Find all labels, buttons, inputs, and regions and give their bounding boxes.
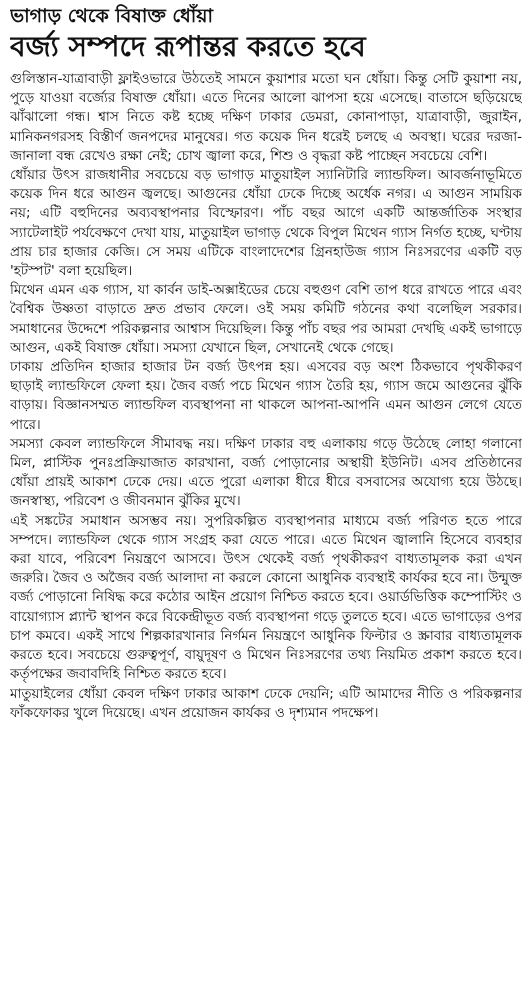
article-paragraph-3: মিথেন এমন এক গ্যাস, যা কার্বন ডাই-অক্সাইডের চেয়ে বহুগুণ বেশি তাপ ধরে রাখতে পারে এবং বৈশ্বিক উষ্ণতা বাড়াতে দ্রুত প্রভাব ফেলে। ওই সময় কমিটি গঠনের কথা বলেছিল সরকার। সমাধানের উদ্দেশে পরিকল্পনার আশ্বাস দিয়েছিল। কিন্তু পাঁচ বছর পর আমরা দেখছি একই ভাগাড়ে আগুন, একই বিষাক্ত ধোঁয়া। সমস্যা যেখানে ছিল, সেখানেই থেকে গেছে। bbox=[10, 282, 522, 356]
editorial-article bbox=[10, 0, 522, 997]
article-kicker: ভাগাড় থেকে বিষাক্ত ধোঁয়া bbox=[10, 5, 213, 27]
article-paragraph-1: গুলিস্তান-যাত্রাবাড়ী ফ্লাইওভারে উঠতেই সামনে কুয়াশার মতো ঘন ধোঁয়া। কিন্তু সেটি কুয়াশা নয়, পুড়ে যাওয়া বর্জ্যের বিষাক্ত ধোঁয়া। এতে দিনের আলো ঝাপসা হয়ে এসেছে। বাতাসে ছড়িয়েছে ঝাঁঝালো গন্ধ। শ্বাস নিতে কষ্ট হচ্ছে দক্ষিণ ঢাকার ডেমরা, কোনাপাড়া, যাত্রাবাড়ী, জুরাইন, মানিকনগরসহ বিস্তীর্ণ জনপদের মানুষের। গত কয়েক দিন ধরেই চলছে এ অবস্থা। ঘরের দরজা-জানালা বন্ধ রেখেও রক্ষা নেই; চোখ জ্বালা করে, শিশু ও বৃদ্ধরা কষ্ট পাচ্ছেন সবচেয়ে বেশি। bbox=[10, 71, 522, 164]
article-paragraph-5: সমস্যা কেবল ল্যান্ডফিলে সীমাবদ্ধ নয়। দক্ষিণ ঢাকার বহু এলাকায় গড়ে উঠেছে লোহা গলানো মিল, প্লাস্টিক পুনঃপ্রক্রিয়াজাত কারখানা, বর্জ্য পোড়ানোর অস্থায়ী ইউনিট। এসব প্রতিষ্ঠানের ধোঁয়া প্রায়ই আকাশ ঢেকে দেয়। এতে পুরো এলাকা ধীরে ধীরে বসবাসের অযোগ্য হয়ে উঠছে। জনস্বাস্থ্য, পরিবেশ ও জীবনমান ঝুঁকির মুখে। bbox=[10, 435, 522, 510]
article-headline: বর্জ্য সম্পদে রূপান্তর করতে হবে bbox=[10, 30, 366, 63]
article-paragraph-4: ঢাকায় প্রতিদিন হাজার হাজার টন বর্জ্য উৎপন্ন হয়। এসবের বড় অংশ ঠিকভাবে পৃথকীকরণ ছাড়াই ল্যান্ডফিলে ফেলা হয়। জৈব বর্জ্য পচে মিথেন গ্যাস তৈরি হয়, গ্যাস জমে আগুনের ঝুঁকি বাড়ায়। বিজ্ঞানসম্মত ল্যান্ডফিল ব্যবস্থাপনা না থাকলে আপনা-আপনি এমন আগুন লেগে যেতে পারে। bbox=[10, 359, 522, 433]
article-paragraph-6: এই সঙ্কটের সমাধান অসম্ভব নয়। সুপরিকল্পিত ব্যবস্থাপনার মাধ্যমে বর্জ্য পরিণত হতে পারে সম্পদে। ল্যান্ডফিল থেকে গ্যাস সংগ্রহ করা যেতে পারে। এতে মিথেন জ্বালানি হিসেবে ব্যবহার করা যাবে, পরিবেশ নিয়ন্ত্রণে আসবে। উৎস থেকেই বর্জ্য পৃথকীকরণ বাধ্যতামূলক করা এখন জরুরি। জৈব ও অজৈব বর্জ্য আলাদা না করলে কোনো আধুনিক ব্যবস্থাই কার্যকর হবে না। উন্মুক্ত বর্জ্য পোড়ানো নিষিদ্ধ করে কঠোর আইন প্রয়োগ নিশ্চিত করতে হবে। ওয়ার্ডভিত্তিক কম্পোস্টিং ও বায়োগ্যাস প্ল্যান্ট স্থাপন করে বিকেন্দ্রীভূত বর্জ্য ব্যবস্থাপনা গড়ে তুলতে হবে। এতে ভাগাড়ের ওপর চাপ কমবে। একই সাথে শিল্পকারখানার নির্গমন নিয়ন্ত্রণে আধুনিক ফিল্টার ও স্ক্রাবার বাধ্যতামূলক করতে হবে। সবচেয়ে গুরুত্বপূর্ণ, বায়ুদূষণ ও মিথেন নিঃসরণের তথ্য নিয়মিত প্রকাশ করতে হবে। কর্তৃপক্ষের জবাবদিহি নিশ্চিত করতে হবে। bbox=[10, 512, 522, 683]
article-paragraph-2: ধোঁয়ার উৎস রাজধানীর সবচেয়ে বড় ভাগাড় মাতুয়াইল স্যানিটারি ল্যান্ডফিল। আবর্জনাভূমিতে কয়েক দিন ধরে আগুন জ্বলছে। আগুনের ধোঁয়া ঢেকে দিচ্ছে অর্ধেক নগর। এ আগুন সাময়িক নয়; এটি বহুদিনের অব্যবস্থাপনার বিস্ফোরণ। পাঁচ বছর আগে একটি আন্তর্জাতিক সংস্থার স্যাটেলাইট পর্যবেক্ষণে দেখা যায়, মাতুয়াইল ভাগাড় থেকে বিপুল মিথেন গ্যাস নির্গত হচ্ছে, ঘণ্টায় প্রায় চার হাজার কেজি। সে সময় এটিকে বাংলাদেশের গ্রিনহাউজ গ্যাস নিঃসরণের একটি বড় 'হটস্পট' বলা হয়েছিল। bbox=[10, 167, 522, 280]
article-paragraph-7: মাতুয়াইলের ধোঁয়া কেবল দক্ষিণ ঢাকার আকাশ ঢেকে দেয়নি; এটি আমাদের নীতি ও পরিকল্পনার ফাঁকফোকর খুলে দিয়েছে। এখন প্রয়োজন কার্যকর ও দৃশ্যমান পদক্ষেপ। bbox=[10, 685, 522, 721]
